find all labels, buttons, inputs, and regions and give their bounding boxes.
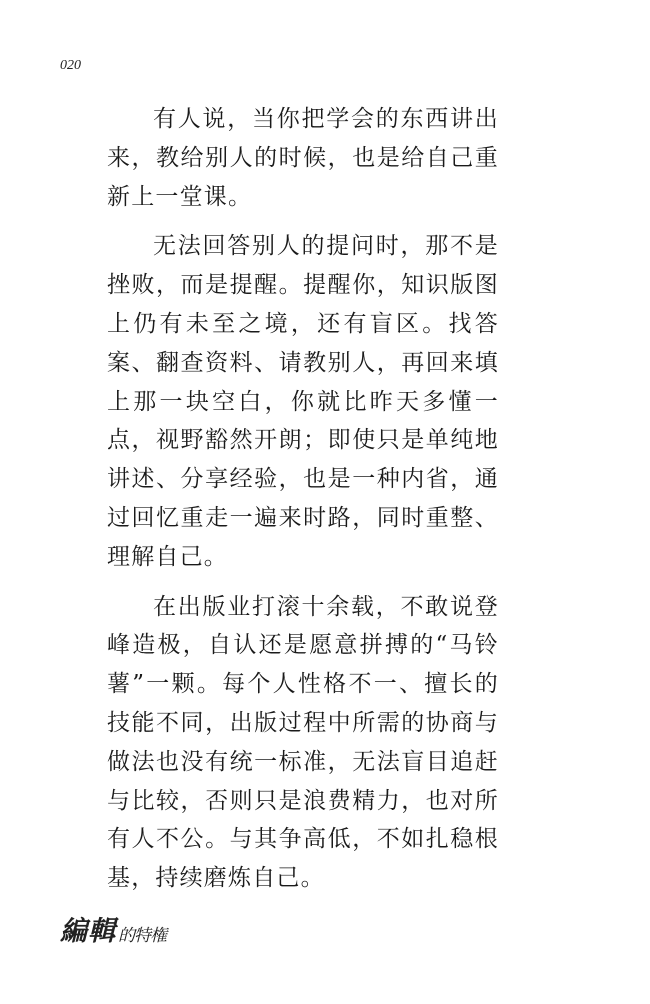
- paragraph-3: 在出版业打滚十余载，不敢说登峰造极，自认还是愿意拼搏的“马铃薯”一颗。每个人性格不一、擅长的技能不同，出版过程中所需的协商与做法也没有统一标准，无法盲目追赶与比较，否则只是浪费精力，也对所有人不公。与其争高低，不如扎稳根基，持续磨炼自己。: [107, 593, 499, 892]
- page-number: 020: [60, 58, 81, 73]
- paragraph-1: 有人说，当你把学会的东西讲出来，教给别人的时候，也是给自己重新上一堂课。: [107, 106, 499, 210]
- footer-logo-main: 編輯: [60, 916, 116, 947]
- footer-logo: [60, 912, 166, 948]
- paragraph-2: 无法回答别人的提问时，那不是挫败，而是提醒。提醒你，知识版图上仍有未至之境，还有盲区。找答案、翻查资料、请教别人，再回来填上那一块空白，你就比昨天多懂一点，视野豁然开朗；即使只是单纯地讲述、分享经验，也是一种内省，通过回忆重走一遍来时路，同时重整、理解自己。: [107, 233, 499, 570]
- body-text: [107, 100, 499, 909]
- footer-logo-sub: 的特権: [118, 926, 166, 946]
